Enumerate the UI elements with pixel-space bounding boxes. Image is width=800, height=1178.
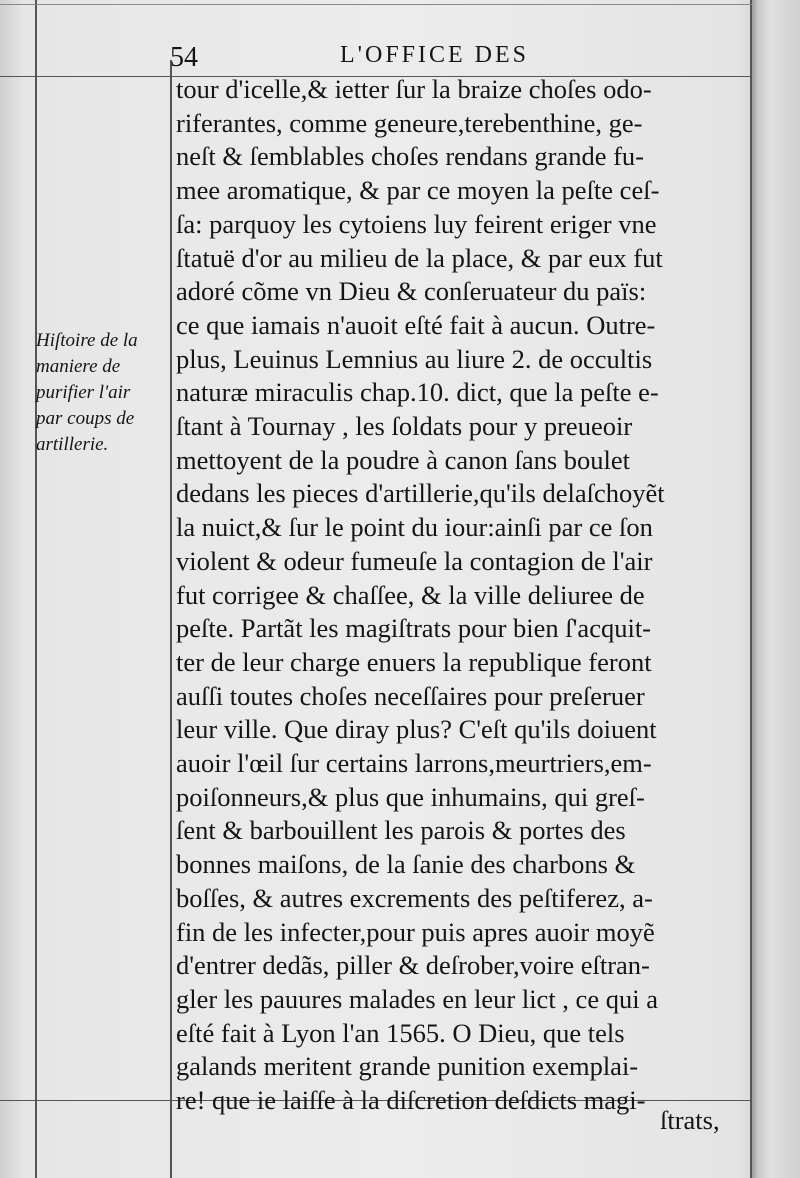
text-line: boſſes, & autres excrements des peſtiferez, a-: [176, 882, 653, 913]
catchword: ſtrats,: [660, 1105, 720, 1135]
text-line: bonnes maiſons, de la ſanie des charbons &: [176, 849, 636, 880]
text-line: gler les pauures malades en leur lict , ce qui a: [176, 983, 658, 1014]
text-line: re! que ie laiſſe à la diſcretion deſdicts magi-: [176, 1085, 646, 1116]
text-line: violent & odeur fumeuſe la contagion de l'air: [176, 545, 653, 576]
page-edge-shadow: [752, 0, 800, 1178]
margin-rule-outer-left: [35, 0, 37, 1178]
margin-note-line: artillerie.: [36, 434, 109, 455]
text-line: auſſi toutes choſes neceſſaires pour preſeruer: [176, 680, 645, 711]
text-line: plus, Leuinus Lemnius au liure 2. de occultis: [176, 343, 653, 374]
text-line: ter de leur charge enuers la republique feront: [176, 646, 652, 677]
text-line: ſtatuë d'or au milieu de la place, & par eux fut: [176, 242, 663, 273]
text-line: mee aromatique, & par ce moyen la peſte ceſ-: [176, 175, 660, 206]
page-number: 54: [170, 42, 198, 73]
text-line: ſtant à Tournay , les ſoldats pour y preueoir: [176, 411, 633, 442]
margin-note-line: Hiſtoire de la: [36, 330, 138, 351]
text-line: leur ville. Que diray plus? C'eſt qu'ils doiuent: [176, 714, 657, 745]
text-line: la nuict,& ſur le point du iour:ainſi par ce ſon: [176, 512, 653, 543]
text-line: fin de les infecter,pour puis apres auoir moyẽ: [176, 916, 655, 947]
text-line: neſt & ſemblables choſes rendans grande fu-: [176, 141, 645, 172]
margin-note-line: maniere de: [36, 356, 121, 377]
text-line: auoir l'œil ſur certains larrons,meurtriers,em-: [176, 748, 652, 779]
text-line: ſa: parquoy les cytoiens luy feirent eriger vne: [176, 208, 657, 239]
margin-rule-right: [750, 0, 752, 1178]
text-line: ce que iamais n'auoit eſté fait à aucun. Outre-: [176, 309, 656, 340]
text-line: eſté fait à Lyon l'an 1565. O Dieu, que tels: [176, 1017, 625, 1048]
text-line: peſte. Partãt les magiſtrats pour bien ſ'acquit-: [176, 613, 652, 644]
text-line: dedans les pieces d'artillerie,qu'ils delaſchoyẽt: [176, 478, 665, 509]
text-line: fut corrigee & chaſſee, & la ville deliuree de: [176, 579, 645, 610]
top-rule: [0, 4, 752, 5]
margin-rule-inner: [170, 60, 172, 1178]
margin-note-line: par coups de: [36, 408, 135, 429]
text-line: d'entrer dedãs, piller & deſrober,voire eſtran-: [176, 950, 650, 981]
text-line: poiſonneurs,& plus que inhumains, qui greſ-: [176, 781, 645, 812]
margin-note: [36, 328, 170, 458]
text-line: mettoyent de la poudre à canon ſans boulet: [176, 444, 631, 475]
text-line: galands meritent grande punition exemplai-: [176, 1051, 639, 1082]
text-line: adoré cõme vn Dieu & conſeruateur du païs:: [176, 276, 647, 307]
margin-note-line: purifier l'air: [36, 382, 131, 403]
page-header: [170, 38, 750, 78]
body-text: [176, 73, 748, 1118]
text-line: naturæ miraculis chap.10. dict, que la peſte e-: [176, 377, 659, 408]
text-line: tour d'icelle,& ietter ſur la braize choſes odo-: [176, 74, 652, 104]
text-line: riferantes, comme geneure,terebenthine, ge-: [176, 107, 643, 138]
text-line: ſent & barbouillent les parois & portes des: [176, 815, 626, 846]
running-title: L'OFFICE DES: [340, 42, 530, 68]
